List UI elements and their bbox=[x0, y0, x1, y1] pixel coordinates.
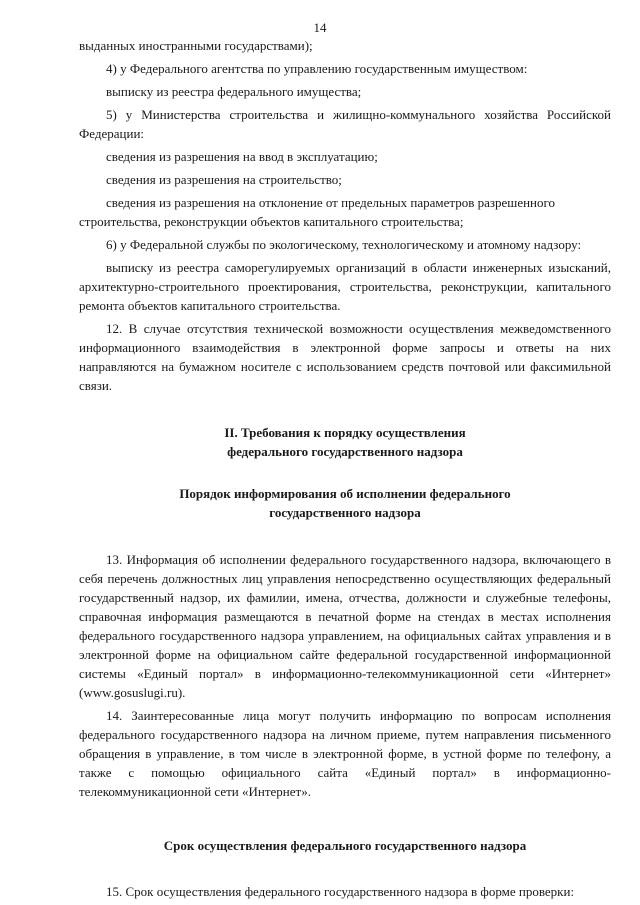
paragraph-14: 14. Заинтересованные лица могут получить информацию по вопросам исполнения федерального государственного надзора на личном приеме, путем направления письменного обращения в управление, в том числе в электронной форме, в устной форме по телефону, а также с помощью официального сайта «Единый портал» в информационно-телекоммуникационной сети «Интернет». bbox=[79, 708, 611, 799]
paragraph-12: 12. В случае отсутствия технической возможности осуществления межведомственного информационного взаимодействия в электронной форме запросы и ответы на них направляются на бумажном носителе с использованием средств почтовой или факсимильной связи. bbox=[79, 321, 611, 393]
paragraph-item-6: 6) у Федеральной службы по экологическому, технологическому и атомному надзору: bbox=[106, 237, 582, 252]
page-number: 14 bbox=[313, 20, 327, 35]
paragraph-13: 13. Информация об исполнении федерального государственного надзора, включающего в себя перечень должностных лиц управления непосредственно осуществляющих федеральный государственный надзор, их фамилии, имена, отчества, должности и служебные телефоны, справочная информация размещаются в печатной форме на стендах в местах исполнения федерального государственного надзора управлением, на официальных сайтах управления и в электронной форме на официальном сайте федеральной государственной информационной системы «Единый портал» в информационно-телекоммуникационной сети «Интернет» (www.gosuslugi.ru). bbox=[79, 552, 611, 700]
paragraph-deviation: сведения из разрешения на отклонение от предельных параметров разрешенного строительства, реконструкции объектов капитального строительства; bbox=[79, 195, 556, 229]
section-title-line-2: федерального государственного надзора bbox=[227, 444, 463, 459]
paragraph-sro-registry: выписку из реестра саморегулируемых организаций в области инженерных изысканий, архитектурно-строительного проектирования, строительства, реконструкции, капитального ремонта объектов капитального строительства. bbox=[79, 260, 611, 313]
paragraph-construction: сведения из разрешения на строительство; bbox=[106, 172, 342, 187]
page-body bbox=[79, 36, 611, 901]
paragraph-continuation: выданных иностранными государствами); bbox=[79, 38, 313, 53]
section-title-line-1: II. Требования к порядку осуществления bbox=[224, 425, 466, 440]
paragraph-commissioning: сведения из разрешения на ввод в эксплуатацию; bbox=[106, 149, 378, 164]
paragraph-15: 15. Срок осуществления федерального государственного надзора в форме проверки: bbox=[106, 884, 575, 899]
subsection-title-informing-line-1: Порядок информирования об исполнении федерального bbox=[179, 486, 511, 501]
subsection-title-informing bbox=[79, 484, 611, 522]
subsection-title-informing-line-2: государственного надзора bbox=[269, 505, 421, 520]
paragraph-item-5: 5) у Министерства строительства и жилищно-коммунального хозяйства Российской Федерации: bbox=[79, 107, 611, 141]
section-title bbox=[79, 423, 611, 461]
paragraph-federal-property: выписку из реестра федерального имущества; bbox=[106, 84, 362, 99]
paragraph-item-4: 4) у Федерального агентства по управлению государственным имуществом: bbox=[106, 61, 528, 76]
subsection-title-term: Срок осуществления федерального государственного надзора bbox=[163, 838, 527, 853]
